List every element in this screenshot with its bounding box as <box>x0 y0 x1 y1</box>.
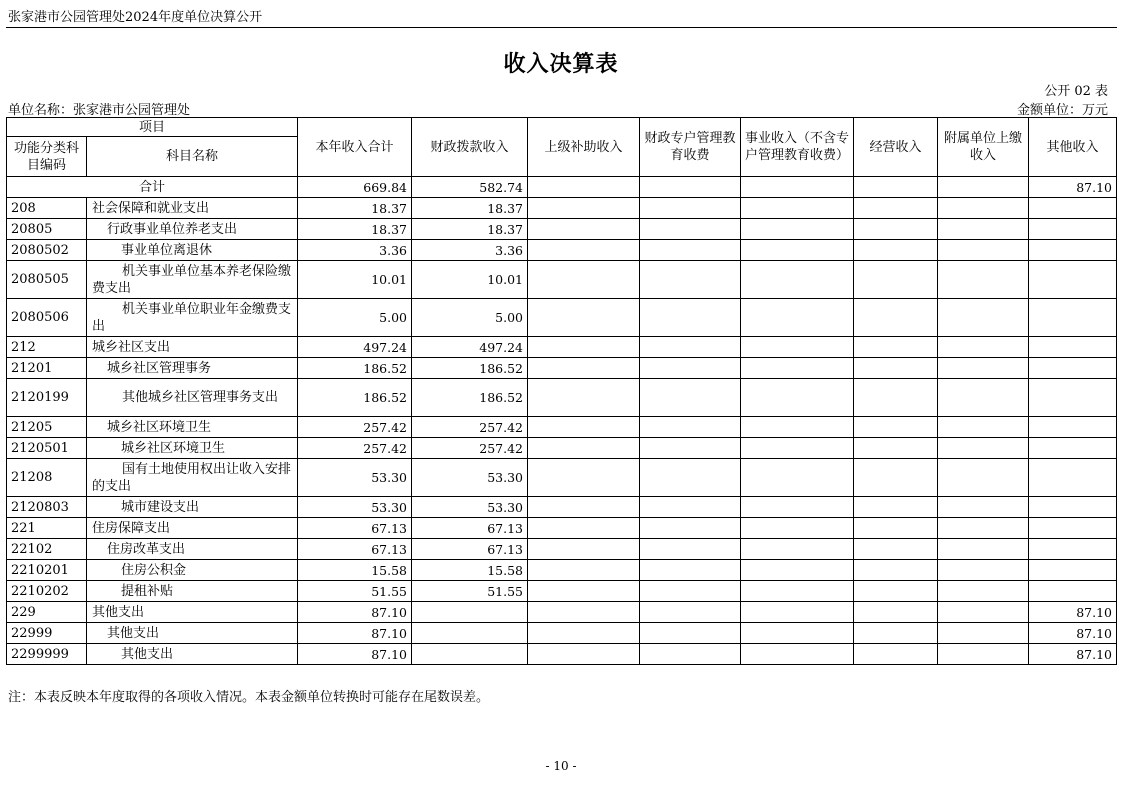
cell-total: 186.52 <box>298 358 412 379</box>
cell-total: 497.24 <box>298 337 412 358</box>
total-row-label: 合计 <box>7 177 298 198</box>
cell-func-code: 2120199 <box>7 379 87 417</box>
cell-affiliated <box>938 581 1029 602</box>
cell-other <box>1029 299 1117 337</box>
cell-edu-fee <box>640 644 741 665</box>
cell-func-code: 2210201 <box>7 560 87 581</box>
header-divider <box>6 27 1117 28</box>
income-table <box>6 117 1117 665</box>
cell-subject-name: 其他支出 <box>87 623 298 644</box>
cell-superior <box>528 379 640 417</box>
cell-edu-fee <box>640 358 741 379</box>
cell-total: 18.37 <box>298 198 412 219</box>
cell-edu-fee <box>640 438 741 459</box>
cell-subject-name: 国有土地使用权出让收入安排的支出 <box>87 459 298 497</box>
col-header-superior: 上级补助收入 <box>528 118 640 177</box>
cell-business <box>741 337 854 358</box>
cell-subject-name: 事业单位离退休 <box>87 240 298 261</box>
cell-edu-fee <box>640 602 741 623</box>
cell-operating <box>854 581 938 602</box>
cell-total: 18.37 <box>298 219 412 240</box>
cell-superior <box>528 261 640 299</box>
cell-superior <box>528 560 640 581</box>
cell-other <box>1029 219 1117 240</box>
cell-superior <box>528 198 640 219</box>
cell-fiscal: 67.13 <box>412 539 528 560</box>
cell-operating <box>854 438 938 459</box>
cell-affiliated <box>938 198 1029 219</box>
cell-operating <box>854 539 938 560</box>
cell-operating <box>854 459 938 497</box>
cell-superior <box>528 623 640 644</box>
cell-total: 87.10 <box>298 602 412 623</box>
table-row <box>7 358 1117 379</box>
cell-operating <box>854 379 938 417</box>
cell-fiscal: 53.30 <box>412 497 528 518</box>
col-header-func-code: 功能分类科目编码 <box>7 137 87 177</box>
cell-subject-name: 机关事业单位职业年金缴费支出 <box>87 299 298 337</box>
cell-other: 87.10 <box>1029 623 1117 644</box>
cell-affiliated <box>938 240 1029 261</box>
cell-edu-fee <box>640 379 741 417</box>
cell-fiscal <box>412 602 528 623</box>
unit-name: 单位名称：张家港市公园管理处 <box>8 103 191 118</box>
cell-edu-fee <box>640 459 741 497</box>
cell-fiscal: 186.52 <box>412 379 528 417</box>
cell-func-code: 2299999 <box>7 644 87 665</box>
col-header-project: 项目 <box>7 118 298 137</box>
cell-func-code: 2120501 <box>7 438 87 459</box>
table-row <box>7 602 1117 623</box>
cell-total: 53.30 <box>298 459 412 497</box>
cell-affiliated <box>938 337 1029 358</box>
cell-edu-fee <box>640 560 741 581</box>
amount-unit: 金额单位：万元 <box>1016 103 1108 118</box>
cell-fiscal: 18.37 <box>412 198 528 219</box>
cell-operating <box>854 518 938 539</box>
cell-other <box>1029 358 1117 379</box>
cell-affiliated <box>938 358 1029 379</box>
cell-operating <box>854 198 938 219</box>
col-header-edu-fee: 财政专户管理教育收费 <box>640 118 741 177</box>
cell-edu-fee <box>640 623 741 644</box>
cell-subject-name: 行政事业单位养老支出 <box>87 219 298 240</box>
cell-subject-name: 社会保障和就业支出 <box>87 198 298 219</box>
col-header-affiliated: 附属单位上缴收入 <box>938 118 1029 177</box>
cell-func-code: 212 <box>7 337 87 358</box>
cell-func-code: 2120803 <box>7 497 87 518</box>
cell-func-code: 208 <box>7 198 87 219</box>
cell-fiscal: 5.00 <box>412 299 528 337</box>
cell-fiscal: 257.42 <box>412 438 528 459</box>
cell-func-code: 229 <box>7 602 87 623</box>
cell-business <box>741 261 854 299</box>
cell-func-code: 21205 <box>7 417 87 438</box>
cell-business <box>741 497 854 518</box>
cell-business <box>741 379 854 417</box>
cell-fiscal: 582.74 <box>412 177 528 198</box>
cell-edu-fee <box>640 539 741 560</box>
cell-other: 87.10 <box>1029 644 1117 665</box>
cell-edu-fee <box>640 518 741 539</box>
cell-fiscal <box>412 623 528 644</box>
cell-fiscal: 257.42 <box>412 417 528 438</box>
cell-other <box>1029 337 1117 358</box>
cell-subject-name: 提租补贴 <box>87 581 298 602</box>
cell-superior <box>528 358 640 379</box>
cell-operating <box>854 337 938 358</box>
cell-func-code: 2080505 <box>7 261 87 299</box>
cell-total: 5.00 <box>298 299 412 337</box>
page-number: - 10 - <box>545 759 577 773</box>
cell-func-code: 221 <box>7 518 87 539</box>
table-row <box>7 497 1117 518</box>
cell-fiscal: 10.01 <box>412 261 528 299</box>
cell-subject-name: 城乡社区环境卫生 <box>87 417 298 438</box>
cell-subject-name: 城乡社区支出 <box>87 337 298 358</box>
table-row <box>7 240 1117 261</box>
cell-operating <box>854 358 938 379</box>
cell-subject-name: 住房公积金 <box>87 560 298 581</box>
cell-superior <box>528 219 640 240</box>
cell-business <box>741 518 854 539</box>
cell-superior <box>528 518 640 539</box>
table-row <box>7 560 1117 581</box>
cell-other <box>1029 497 1117 518</box>
cell-superior <box>528 240 640 261</box>
cell-fiscal: 15.58 <box>412 560 528 581</box>
cell-operating <box>854 299 938 337</box>
table-note: 注：本表反映本年度取得的各项收入情况。本表金额单位转换时可能存在尾数误差。 <box>8 690 490 705</box>
cell-func-code: 2080506 <box>7 299 87 337</box>
cell-business <box>741 560 854 581</box>
cell-superior <box>528 438 640 459</box>
cell-other <box>1029 417 1117 438</box>
cell-subject-name: 城乡社区环境卫生 <box>87 438 298 459</box>
cell-edu-fee <box>640 417 741 438</box>
cell-operating <box>854 560 938 581</box>
form-number: 公开 02 表 <box>1044 84 1108 99</box>
table-row <box>7 644 1117 665</box>
cell-operating <box>854 602 938 623</box>
cell-total: 257.42 <box>298 438 412 459</box>
table-row <box>7 379 1117 417</box>
cell-other: 87.10 <box>1029 602 1117 623</box>
cell-fiscal <box>412 644 528 665</box>
cell-total: 186.52 <box>298 379 412 417</box>
cell-total: 3.36 <box>298 240 412 261</box>
cell-func-code: 21208 <box>7 459 87 497</box>
cell-business <box>741 644 854 665</box>
cell-subject-name: 城市建设支出 <box>87 497 298 518</box>
cell-edu-fee <box>640 497 741 518</box>
cell-other <box>1029 560 1117 581</box>
cell-total: 67.13 <box>298 518 412 539</box>
cell-func-code: 2080502 <box>7 240 87 261</box>
col-header-other: 其他收入 <box>1029 118 1117 177</box>
cell-affiliated <box>938 438 1029 459</box>
cell-superior <box>528 177 640 198</box>
cell-fiscal: 67.13 <box>412 518 528 539</box>
col-header-operating: 经营收入 <box>854 118 938 177</box>
cell-total: 10.01 <box>298 261 412 299</box>
table-row <box>7 623 1117 644</box>
cell-other <box>1029 518 1117 539</box>
cell-business <box>741 438 854 459</box>
cell-fiscal: 3.36 <box>412 240 528 261</box>
cell-func-code: 22102 <box>7 539 87 560</box>
cell-superior <box>528 581 640 602</box>
col-header-fiscal: 财政拨款收入 <box>412 118 528 177</box>
cell-subject-name: 其他支出 <box>87 644 298 665</box>
table-row <box>7 438 1117 459</box>
cell-operating <box>854 644 938 665</box>
cell-other <box>1029 240 1117 261</box>
cell-other <box>1029 198 1117 219</box>
cell-subject-name: 城乡社区管理事务 <box>87 358 298 379</box>
cell-business <box>741 581 854 602</box>
cell-affiliated <box>938 539 1029 560</box>
cell-superior <box>528 417 640 438</box>
cell-other <box>1029 581 1117 602</box>
cell-other <box>1029 379 1117 417</box>
cell-fiscal: 51.55 <box>412 581 528 602</box>
cell-total: 87.10 <box>298 644 412 665</box>
cell-affiliated <box>938 261 1029 299</box>
cell-func-code: 20805 <box>7 219 87 240</box>
cell-subject-name: 其他城乡社区管理事务支出 <box>87 379 298 417</box>
table-row <box>7 219 1117 240</box>
table-row <box>7 539 1117 560</box>
cell-business <box>741 459 854 497</box>
cell-fiscal: 497.24 <box>412 337 528 358</box>
cell-total: 53.30 <box>298 497 412 518</box>
table-row <box>7 518 1117 539</box>
cell-operating <box>854 623 938 644</box>
document-header: 张家港市公园管理处2024年度单位决算公开 <box>8 10 263 25</box>
table-row <box>7 459 1117 497</box>
cell-superior <box>528 459 640 497</box>
cell-business <box>741 539 854 560</box>
cell-fiscal: 18.37 <box>412 219 528 240</box>
cell-affiliated <box>938 299 1029 337</box>
cell-other <box>1029 539 1117 560</box>
cell-affiliated <box>938 602 1029 623</box>
cell-other: 87.10 <box>1029 177 1117 198</box>
cell-affiliated <box>938 177 1029 198</box>
cell-affiliated <box>938 644 1029 665</box>
cell-superior <box>528 337 640 358</box>
cell-operating <box>854 177 938 198</box>
cell-func-code: 2210202 <box>7 581 87 602</box>
cell-subject-name: 机关事业单位基本养老保险缴费支出 <box>87 261 298 299</box>
cell-affiliated <box>938 518 1029 539</box>
cell-subject-name: 其他支出 <box>87 602 298 623</box>
table-row <box>7 337 1117 358</box>
cell-affiliated <box>938 417 1029 438</box>
cell-edu-fee <box>640 581 741 602</box>
cell-operating <box>854 261 938 299</box>
col-header-business: 事业收入（不含专户管理教育收费） <box>741 118 854 177</box>
cell-total: 257.42 <box>298 417 412 438</box>
col-header-subject-name: 科目名称 <box>87 137 298 177</box>
cell-affiliated <box>938 497 1029 518</box>
table-row <box>7 299 1117 337</box>
cell-business <box>741 219 854 240</box>
cell-other <box>1029 459 1117 497</box>
cell-fiscal: 186.52 <box>412 358 528 379</box>
cell-business <box>741 623 854 644</box>
cell-func-code: 21201 <box>7 358 87 379</box>
cell-edu-fee <box>640 219 741 240</box>
table-row <box>7 198 1117 219</box>
table-row <box>7 261 1117 299</box>
cell-operating <box>854 497 938 518</box>
total-row <box>7 177 1117 198</box>
cell-affiliated <box>938 379 1029 417</box>
cell-func-code: 22999 <box>7 623 87 644</box>
cell-edu-fee <box>640 177 741 198</box>
cell-business <box>741 417 854 438</box>
cell-affiliated <box>938 459 1029 497</box>
cell-edu-fee <box>640 261 741 299</box>
cell-operating <box>854 240 938 261</box>
cell-total: 87.10 <box>298 623 412 644</box>
cell-edu-fee <box>640 299 741 337</box>
cell-business <box>741 198 854 219</box>
cell-business <box>741 299 854 337</box>
cell-affiliated <box>938 219 1029 240</box>
cell-subject-name: 住房保障支出 <box>87 518 298 539</box>
page-title: 收入决算表 <box>503 51 619 77</box>
cell-superior <box>528 539 640 560</box>
cell-business <box>741 358 854 379</box>
cell-affiliated <box>938 560 1029 581</box>
cell-subject-name: 住房改革支出 <box>87 539 298 560</box>
cell-business <box>741 602 854 623</box>
cell-total: 15.58 <box>298 560 412 581</box>
cell-edu-fee <box>640 337 741 358</box>
table-row <box>7 417 1117 438</box>
cell-business <box>741 240 854 261</box>
cell-superior <box>528 497 640 518</box>
cell-total: 51.55 <box>298 581 412 602</box>
cell-operating <box>854 417 938 438</box>
table-row <box>7 581 1117 602</box>
cell-superior <box>528 602 640 623</box>
cell-edu-fee <box>640 240 741 261</box>
col-header-total: 本年收入合计 <box>298 118 412 177</box>
cell-other <box>1029 438 1117 459</box>
cell-superior <box>528 644 640 665</box>
cell-other <box>1029 261 1117 299</box>
cell-superior <box>528 299 640 337</box>
cell-edu-fee <box>640 198 741 219</box>
cell-affiliated <box>938 623 1029 644</box>
cell-total: 67.13 <box>298 539 412 560</box>
cell-business <box>741 177 854 198</box>
cell-total: 669.84 <box>298 177 412 198</box>
cell-operating <box>854 219 938 240</box>
cell-fiscal: 53.30 <box>412 459 528 497</box>
